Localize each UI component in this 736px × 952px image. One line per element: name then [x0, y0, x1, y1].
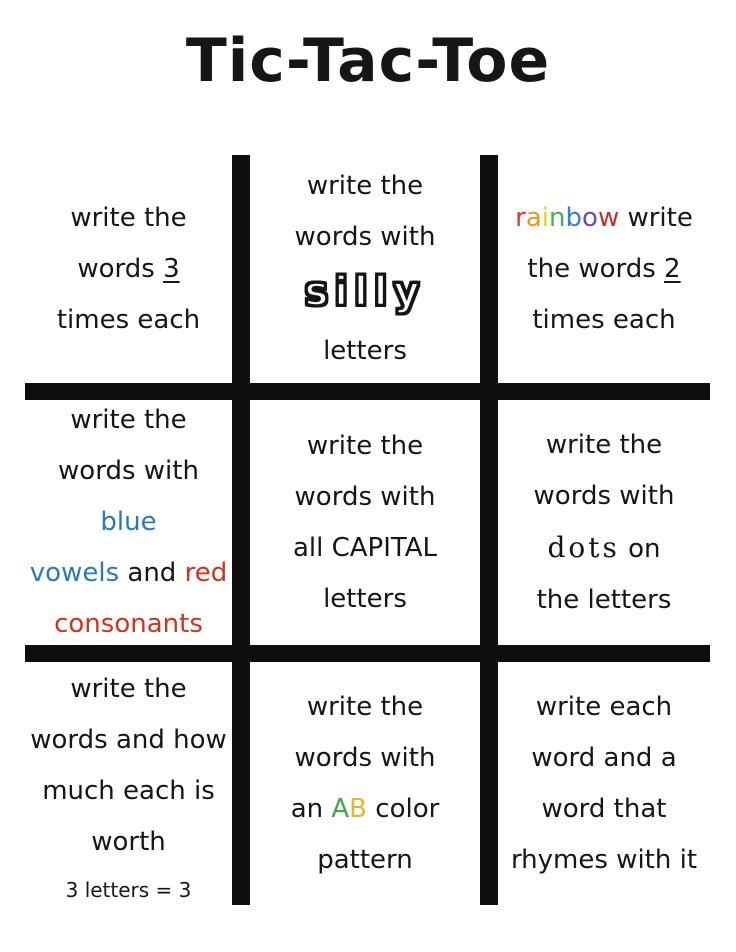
cell-text-line: [70, 664, 186, 715]
cell-text-line: [317, 835, 413, 886]
text: word that: [541, 793, 667, 824]
cell-text-line: [295, 212, 436, 263]
cell-text-line: [323, 326, 407, 377]
text: much each is: [42, 775, 215, 806]
cell-text-line: [542, 784, 667, 835]
text: write the: [306, 430, 424, 461]
text: write the: [70, 673, 187, 704]
cell-text-line: [70, 193, 186, 244]
cell-ab-color-pattern: [250, 662, 480, 905]
grid-vertical-line-left: [232, 155, 250, 905]
rainbow-letter: i: [541, 202, 550, 233]
text: the words: [527, 253, 665, 284]
text: letters: [323, 336, 407, 366]
cell-text-line: [293, 523, 437, 574]
cell-text-line: [547, 522, 660, 575]
page-title: Tic-Tac-Toe: [185, 26, 551, 96]
cell-text-line: [295, 472, 436, 523]
cell-text-line: [29, 446, 228, 548]
cell-text-line: [30, 715, 227, 766]
cell-rhyming-words: [498, 662, 710, 905]
cell-text-line: [295, 733, 436, 784]
cell-silly-letters: [250, 155, 480, 383]
cell-dots-on-letters: [498, 400, 710, 645]
cell-text-line: [323, 574, 407, 625]
text-blue: vowels: [29, 558, 120, 588]
tic-tac-toe-board: [25, 155, 710, 905]
text-rainbow: [515, 203, 619, 233]
text: words with: [294, 222, 436, 252]
text: worth: [91, 826, 166, 857]
text: letters: [323, 583, 407, 614]
text-red: consonants: [54, 609, 203, 639]
text: words: [77, 253, 164, 284]
text: write the: [306, 691, 424, 722]
text: color: [367, 793, 440, 824]
text: an: [290, 793, 332, 824]
cell-text-line: [30, 548, 227, 599]
text: rhymes with it: [510, 844, 698, 875]
text: word and a: [531, 742, 677, 773]
cell-how-much-each-is-worth: [25, 662, 232, 905]
cell-text-line: [54, 599, 203, 650]
cell-text-line: [532, 295, 675, 346]
rainbow-letter: r: [515, 202, 526, 233]
cell-text-line: [77, 244, 179, 295]
cell-capital-letters: [250, 400, 480, 645]
text: words with: [58, 456, 208, 486]
cell-text-line: [515, 193, 693, 244]
cell-text-line: [70, 395, 186, 446]
cell-write-3-times: [25, 155, 232, 383]
text: write the: [70, 405, 187, 435]
rainbow-letter: w: [597, 202, 620, 233]
text: and: [119, 558, 185, 588]
text: times each: [56, 304, 201, 335]
text: the letters: [536, 584, 672, 615]
text: words with: [294, 481, 436, 512]
grid-vertical-line-right: [480, 155, 498, 905]
text-red: red: [184, 558, 228, 588]
cell-text-line: [534, 471, 675, 522]
text: write the: [70, 202, 187, 233]
cell-text-line: [527, 244, 680, 295]
text-bubble: silly: [304, 269, 426, 315]
cell-text-line: [291, 784, 440, 835]
text: write: [619, 202, 693, 233]
text: write the: [306, 171, 424, 201]
cell-text-line: [304, 263, 425, 326]
cell-text-line: [537, 575, 672, 626]
text-green: A: [331, 793, 350, 824]
rainbow-letter: b: [565, 202, 583, 233]
text: all CAPITAL: [292, 532, 438, 563]
text: times each: [532, 304, 676, 335]
text-blue: blue: [100, 507, 157, 537]
text-underline: 3: [163, 253, 180, 284]
text: write each: [535, 691, 673, 722]
text: words with: [533, 480, 675, 511]
cell-text-line: [42, 766, 215, 817]
cell-text-line: [91, 817, 166, 868]
rainbow-letter: a: [525, 202, 542, 233]
rainbow-letter: o: [582, 202, 598, 233]
rainbow-letter: n: [549, 202, 566, 233]
cell-text-line: [307, 421, 423, 472]
text-dots: dots: [547, 530, 620, 564]
text: write the: [545, 429, 663, 460]
cell-blue-vowels-red-consonants: [25, 400, 232, 645]
cell-text-line: [536, 682, 672, 733]
cell-text-line: [57, 295, 200, 346]
text: words with: [294, 742, 436, 773]
text: words and how: [30, 724, 227, 755]
text-underline: 2: [664, 253, 681, 284]
cell-text-line: [546, 420, 662, 471]
text: on: [619, 533, 661, 564]
cell-rainbow-write-2-times: [498, 155, 710, 383]
text-yellow: B: [349, 793, 368, 824]
cell-text-line: [66, 876, 192, 904]
cell-text-line: [307, 161, 423, 212]
cell-text-line: [511, 835, 697, 886]
cell-text-line: [531, 733, 676, 784]
cell-text-line: [307, 682, 423, 733]
text: 3 letters = 3: [65, 877, 192, 902]
text: pattern: [317, 844, 413, 875]
